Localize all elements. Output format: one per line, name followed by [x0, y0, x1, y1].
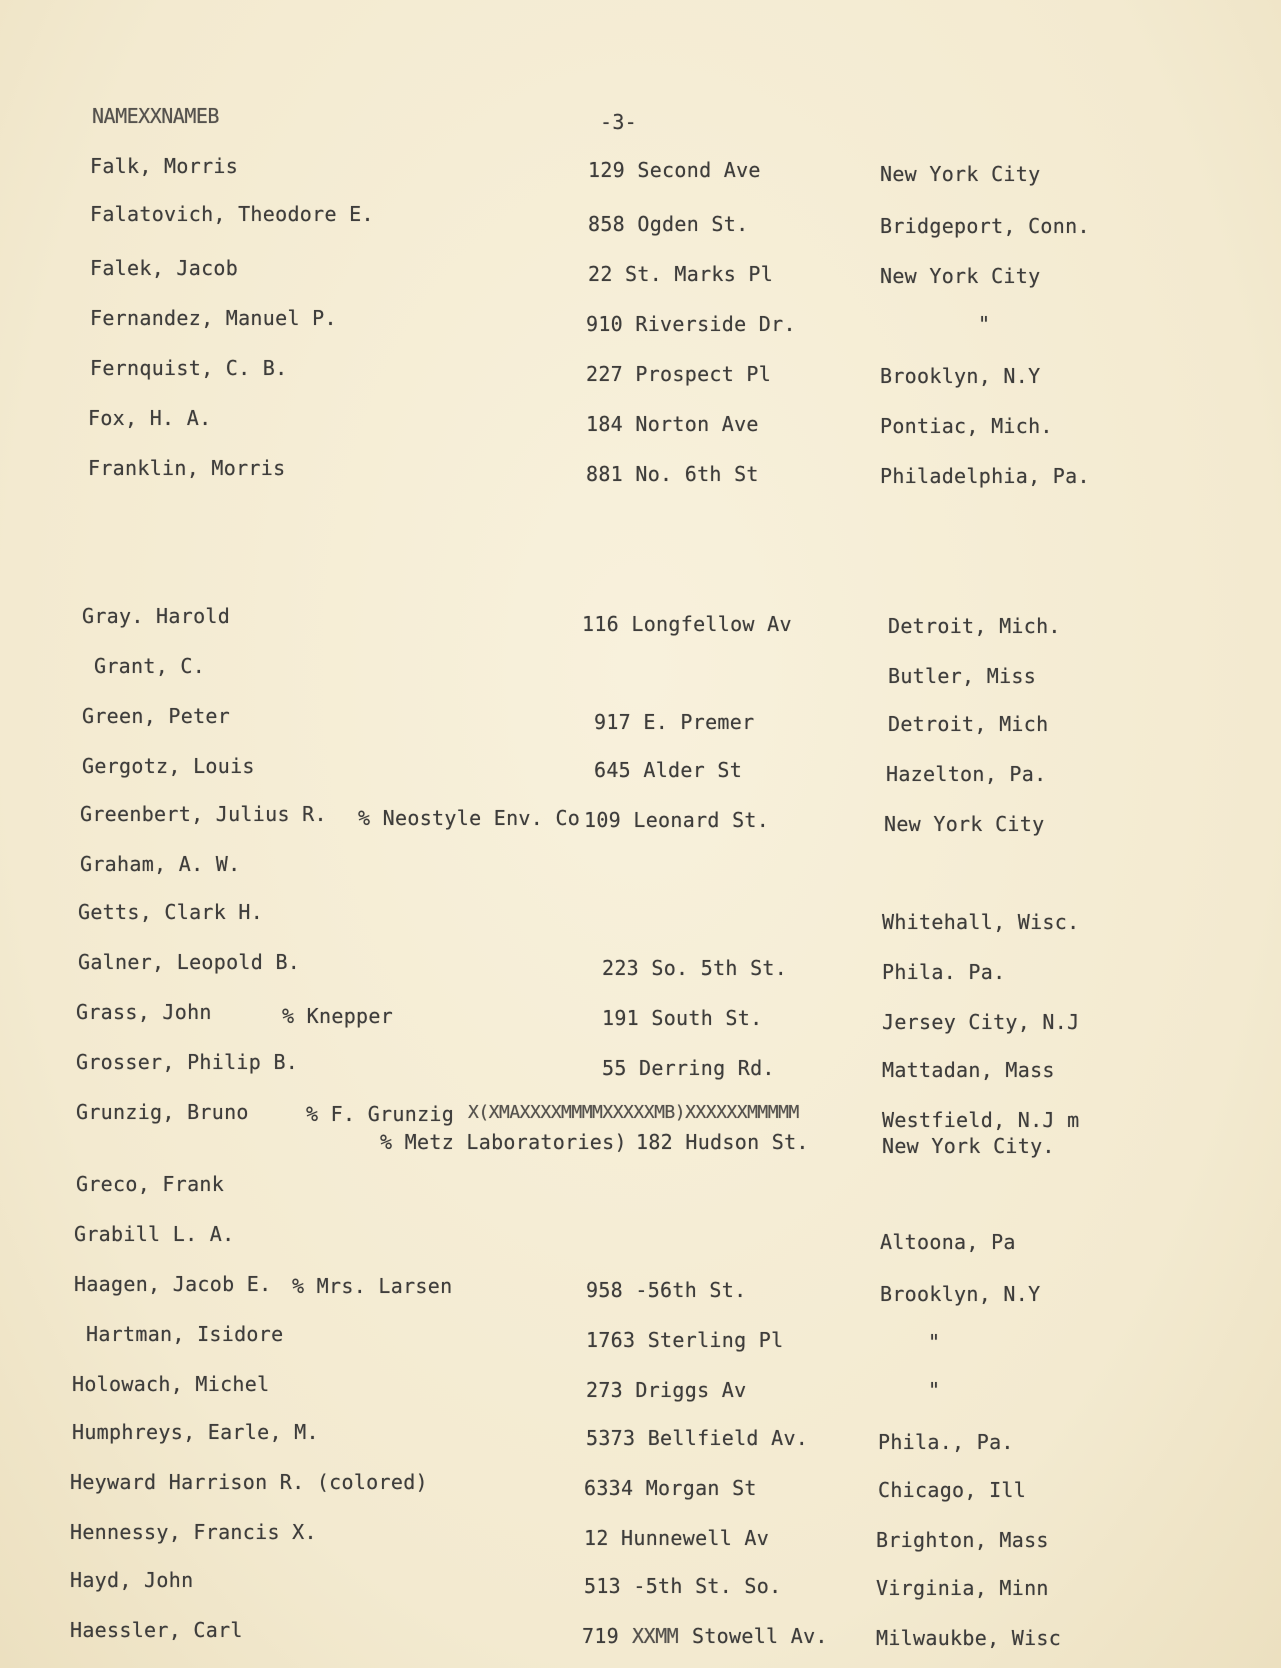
entry-name: Galner, Leopold B.: [78, 950, 301, 974]
entry-address: 5373 Bellfield Av.: [586, 1426, 809, 1450]
ditto-mark: ": [928, 1378, 941, 1402]
entry-city: Detroit, Mich: [888, 712, 1049, 736]
entry-city: Milwaukbe, Wisc: [876, 1626, 1062, 1650]
entry-name: Getts, Clark H.: [78, 900, 264, 924]
entry-name: Haagen, Jacob E.: [74, 1272, 272, 1296]
entry-address: Stowell Av.: [692, 1624, 828, 1648]
struck-out-text: XXMM: [632, 1624, 679, 1648]
entry-city: Pontiac, Mich.: [880, 414, 1053, 438]
entry-name: Grant, C.: [94, 654, 206, 678]
entry-name: Greenbert, Julius R.: [80, 802, 327, 826]
entry-name: Grabill L. A.: [74, 1222, 235, 1246]
entry-address: 191 South St.: [602, 1006, 763, 1030]
entry-care-of: % Neostyle Env. Co: [358, 806, 581, 830]
entry-address: 958 -56th St.: [586, 1278, 747, 1302]
entry-care-of: % Metz Laboratories): [380, 1130, 627, 1154]
entry-address: 109 Leonard St.: [584, 808, 770, 832]
entry-city: Hazelton, Pa.: [886, 762, 1047, 786]
entry-city: Westfield, N.J m: [882, 1108, 1080, 1132]
entry-name: Haessler, Carl: [70, 1618, 243, 1642]
entry-address: 273 Driggs Av: [586, 1378, 747, 1402]
entry-address: 6334 Morgan St: [584, 1476, 757, 1500]
entry-name: Grunzig, Bruno: [76, 1100, 249, 1124]
entry-name: Franklin, Morris: [88, 456, 286, 480]
entry-city: Mattadan, Mass: [882, 1058, 1055, 1082]
entry-address: 858 Ogden St.: [588, 212, 749, 236]
entry-city: Brighton, Mass: [876, 1528, 1049, 1552]
entry-city: Bridgeport, Conn.: [880, 214, 1090, 238]
entry-care-of: % Mrs. Larsen: [292, 1274, 453, 1298]
entry-city: Butler, Miss: [888, 664, 1037, 688]
entry-city: Virginia, Minn: [876, 1576, 1049, 1600]
entry-address: 223 So. 5th St.: [602, 956, 788, 980]
entry-name: Gray. Harold: [82, 604, 231, 628]
entry-city: Philadelphia, Pa.: [880, 464, 1090, 488]
entry-city: Detroit, Mich.: [888, 614, 1061, 638]
entry-name: Heyward Harrison R. (colored): [70, 1470, 428, 1494]
entry-address: 116 Longfellow Av: [582, 612, 792, 636]
entry-name: Graham, A. W.: [80, 852, 241, 876]
entry-address: 881 No. 6th St: [586, 462, 759, 486]
entry-name: Fernandez, Manuel P.: [90, 306, 337, 330]
entry-city: Chicago, Ill: [878, 1478, 1027, 1502]
entry-address-number: 719: [582, 1624, 620, 1648]
entry-address: 645 Alder St: [594, 758, 743, 782]
entry-name: Green, Peter: [82, 704, 231, 728]
entry-address: 55 Derring Rd.: [602, 1056, 775, 1080]
entry-address: 129 Second Ave: [588, 158, 761, 182]
entry-address: 12 Hunnewell Av: [584, 1526, 770, 1550]
entry-care-of: % Knepper: [282, 1004, 394, 1028]
entry-name: Gergotz, Louis: [82, 754, 255, 778]
entry-city: New York City: [880, 264, 1041, 288]
entry-address: 513 -5th St. So.: [584, 1574, 782, 1598]
entry-city: Brooklyn, N.Y: [880, 1282, 1041, 1306]
struck-out-heading: NAMEXXNAMEB: [92, 104, 219, 128]
entry-city: Brooklyn, N.Y: [880, 364, 1041, 388]
entry-address: 22 St. Marks Pl: [588, 262, 774, 286]
ditto-mark: ": [928, 1330, 941, 1354]
entry-name: Fernquist, C. B.: [90, 356, 288, 380]
entry-city: Whitehall, Wisc.: [882, 910, 1080, 934]
struck-out-text: X(XMAXXXXMMMMXXXXXMB)XXXXXXMMMMM: [468, 1102, 799, 1123]
entry-name: Falek, Jacob: [90, 256, 239, 280]
entry-name: Humphreys, Earle, M.: [72, 1420, 319, 1444]
ditto-mark: ": [978, 312, 991, 336]
entry-address: 182 Hudson St.: [636, 1130, 809, 1154]
entry-name: Hennessy, Francis X.: [70, 1520, 317, 1544]
entry-city: Phila. Pa.: [882, 960, 1006, 984]
entry-address: 227 Prospect Pl: [586, 362, 772, 386]
entry-address: 910 Riverside Dr.: [586, 312, 796, 336]
entry-name: Grass, John: [76, 1000, 212, 1024]
entry-name: Holowach, Michel: [72, 1372, 270, 1396]
entry-city: Phila., Pa.: [878, 1430, 1014, 1454]
entry-address: 917 E. Premer: [594, 710, 755, 734]
entry-address: 1763 Sterling Pl: [586, 1328, 784, 1352]
entry-address: 184 Norton Ave: [586, 412, 759, 436]
entry-city: New York City: [880, 162, 1041, 186]
entry-care-of: % F. Grunzig: [306, 1102, 455, 1126]
entry-name: Hayd, John: [70, 1568, 194, 1592]
entry-name: Hartman, Isidore: [86, 1322, 284, 1346]
entry-city: New York City.: [882, 1134, 1055, 1158]
entry-name: Falatovich, Theodore E.: [90, 202, 374, 226]
entry-city: New York City: [884, 812, 1045, 836]
page-number: -3-: [600, 110, 638, 134]
entry-city: Jersey City, N.J: [882, 1010, 1080, 1034]
entry-name: Greco, Frank: [76, 1172, 225, 1196]
entry-name: Falk, Morris: [90, 154, 239, 178]
entry-name: Grosser, Philip B.: [76, 1050, 299, 1074]
entry-name: Fox, H. A.: [88, 406, 212, 430]
entry-city: Altoona, Pa: [880, 1230, 1016, 1254]
